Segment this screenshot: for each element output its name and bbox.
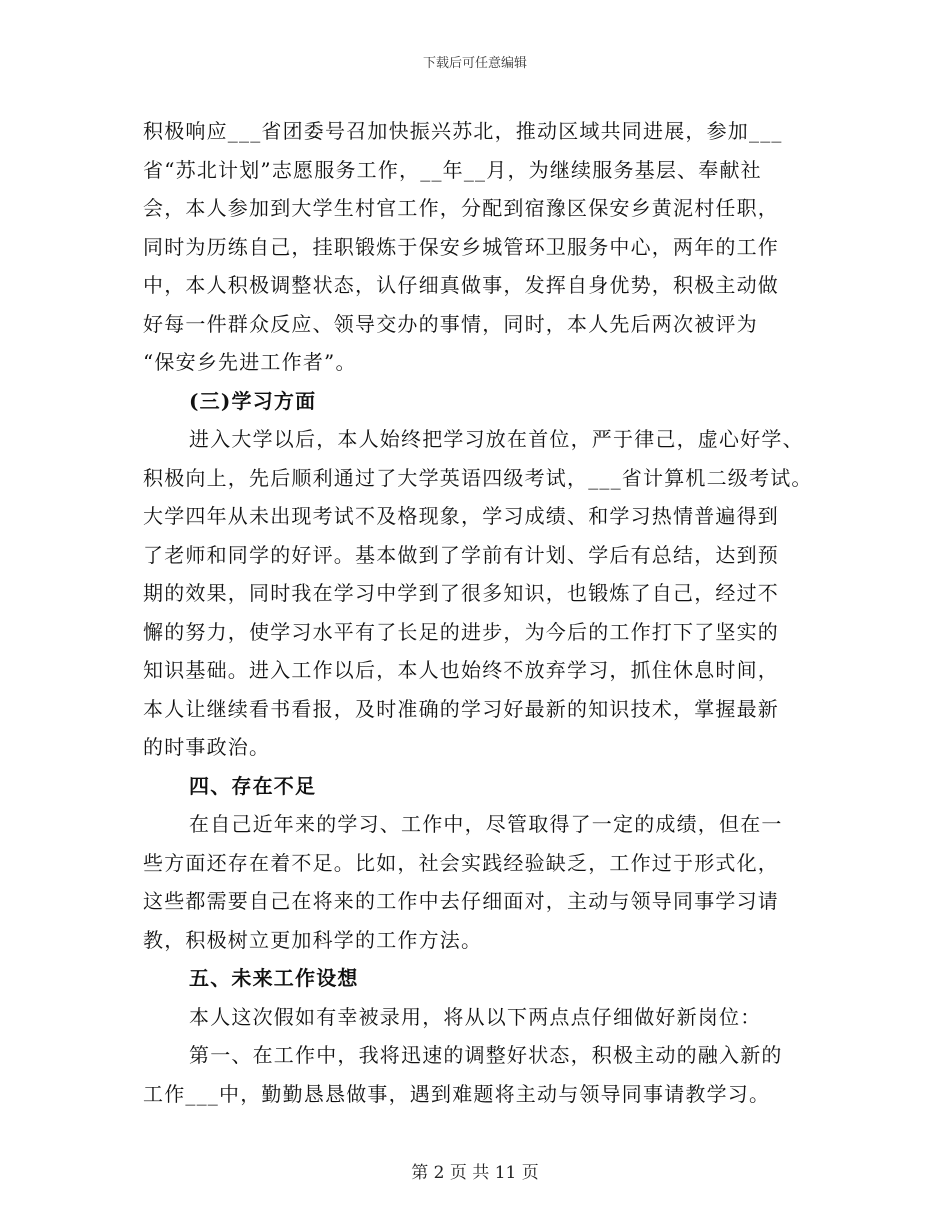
text-line: 积极向上，先后顺利通过了大学英语四级考试，___省计算机二级考试。 bbox=[143, 465, 813, 490]
text-line: 同时为历练自己，挂职锻炼于保安乡城管环卫服务中心，两年的工作 bbox=[143, 234, 779, 259]
text-line: 好每一件群众反应、领导交办的事情，同时，本人先后两次被评为 bbox=[143, 311, 758, 336]
text-line: 第一、在工作中，我将迅速的调整好状态，积极主动的融入新的 bbox=[189, 1043, 783, 1067]
document-body bbox=[143, 112, 813, 1113]
text-line: 些方面还存在着不足。比如，社会实践经验缺乏，工作过于形式化， bbox=[143, 850, 779, 875]
text-line: 本人这次假如有幸被录用，将从以下两点点仔细做好新岗位： bbox=[189, 1004, 762, 1029]
text-line: 本人让继续看书看报，及时准确的学习好最新的知识技术，掌握最新 bbox=[143, 696, 779, 721]
text-line: 工作___中，勤勤恳恳做事，遇到难题将主动与领导同事请教学习。 bbox=[143, 1081, 771, 1106]
section-heading: 五、未来工作设想 bbox=[189, 966, 359, 990]
text-line: 知识基础。进入工作以后，本人也始终不放弃学习，抓住休息时间， bbox=[143, 658, 779, 682]
text-line: 教，积极树立更加科学的工作方法。 bbox=[143, 927, 483, 952]
text-line: 省“苏北计划”志愿服务工作，__年__月，为继续服务基层、奉献社 bbox=[143, 157, 762, 182]
text-line: 大学四年从未出现考试不及格现象，学习成绩、和学习热情普遍得到 bbox=[143, 504, 779, 528]
text-line: 懈的努力，使学习水平有了长足的进步，为今后的工作打下了坚实的 bbox=[143, 619, 779, 644]
text-line: 这些都需要自己在将来的工作中去仔细面对，主动与领导同事学习请 bbox=[143, 889, 779, 913]
page-number: 第 2 页 共 11 页 bbox=[411, 1163, 539, 1183]
section-heading: (三)学习方面 bbox=[189, 388, 317, 413]
text-line: 进入大学以后，本人始终把学习放在首位，严于律己，虚心好学、 bbox=[189, 427, 804, 451]
text-line: 的时事政治。 bbox=[143, 735, 271, 759]
page-header: 下载后可任意编辑 bbox=[422, 56, 527, 71]
text-line: 了老师和同学的好评。基本做到了学前有计划、学后有总结，达到预 bbox=[143, 542, 779, 567]
text-line: 中，本人积极调整状态，认仔细真做事，发挥自身优势，积极主动做 bbox=[143, 273, 779, 297]
text-line: 会，本人参加到大学生村官工作，分配到宿豫区保安乡黄泥村任职， bbox=[143, 196, 779, 220]
text-line: 在自己近年来的学习、工作中，尽管取得了一定的成绩，但在一 bbox=[189, 812, 783, 836]
text-line: 期的效果，同时我在学习中学到了很多知识，也锻炼了自己，经过不 bbox=[143, 581, 779, 605]
section-heading: 四、存在不足 bbox=[189, 773, 317, 798]
text-line: 积极响应___省团委号召加快振兴苏北，推动区域共同进展，参加___ bbox=[143, 119, 783, 143]
text-line: “保安乡先进工作者”。 bbox=[143, 350, 357, 374]
